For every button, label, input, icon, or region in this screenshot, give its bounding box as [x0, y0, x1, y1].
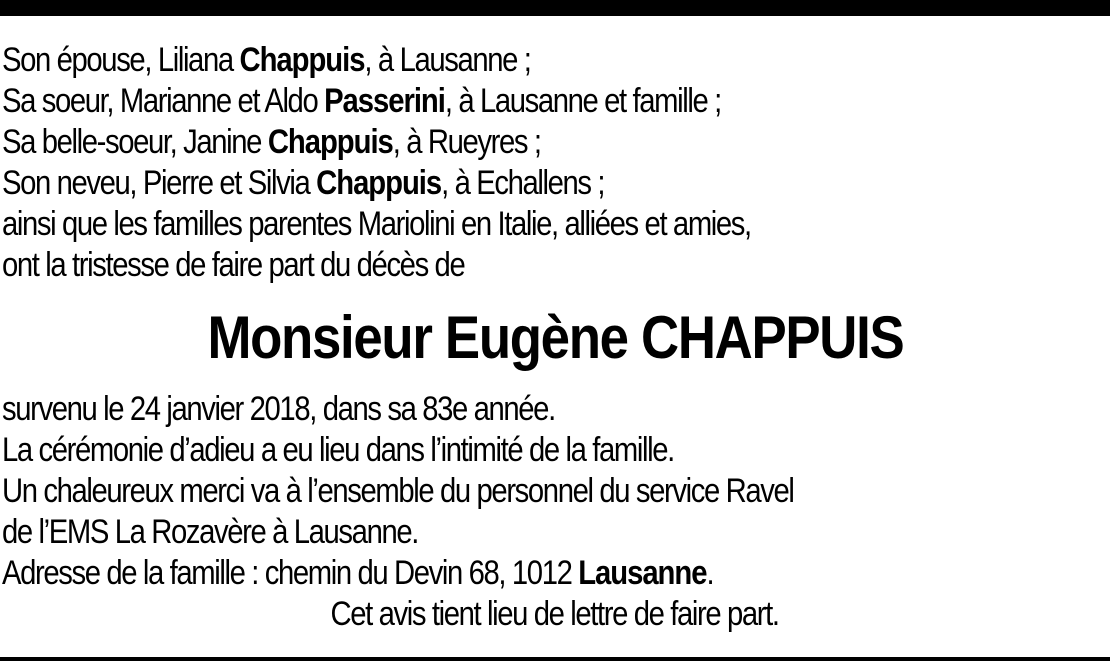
- line-text: Son épouse, Liliana: [2, 41, 240, 79]
- line-text: Sa belle-soeur, Janine: [2, 123, 268, 161]
- line-text: , à Rueyres ;: [392, 123, 541, 161]
- line-text: , à Lausanne et famille ;: [444, 82, 721, 120]
- detail-line: [2, 512, 948, 553]
- line-text: ont la tristesse de faire part du décès de: [2, 246, 465, 284]
- announcement-details: [2, 389, 1102, 594]
- surname: Passerini: [324, 82, 445, 120]
- detail-line: [2, 389, 948, 430]
- line-text: La cérémonie d’adieu a eu lieu dans l’intimité de la famille.: [2, 431, 674, 469]
- surname: Chappuis: [239, 41, 365, 79]
- top-border-rule: [0, 0, 1110, 16]
- closing-note-text: Cet avis tient lieu de lettre de faire part.: [330, 595, 780, 633]
- family-line: [2, 163, 948, 204]
- family-line: [2, 245, 948, 286]
- surname: Chappuis: [316, 164, 442, 202]
- line-text: .: [706, 554, 714, 592]
- line-text: Adresse de la famille : chemin du Devin 68, 1012: [2, 554, 579, 592]
- closing-note: [0, 594, 1110, 635]
- line-text: ainsi que les familles parentes Mariolini en Italie, alliées et amies,: [2, 205, 751, 243]
- line-text: Sa soeur, Marianne et Aldo: [2, 82, 325, 120]
- family-line: [2, 40, 948, 81]
- surname: Chappuis: [267, 123, 393, 161]
- detail-line: [2, 471, 948, 512]
- line-text: Un chaleureux merci va à l’ensemble du personnel du service Ravel: [2, 472, 794, 510]
- line-text: de l’EMS La Rozavère à Lausanne.: [2, 513, 418, 551]
- line-text: , à Lausanne ;: [364, 41, 531, 79]
- city-name: Lausanne: [578, 554, 707, 592]
- family-line: [2, 122, 948, 163]
- family-announcement: [2, 40, 1102, 286]
- line-text: survenu le 24 janvier 2018, dans sa 83e année.: [2, 390, 555, 428]
- detail-line: [2, 430, 948, 471]
- family-address-line: [2, 553, 948, 594]
- bottom-border-rule: [0, 657, 1110, 661]
- family-line: [2, 204, 948, 245]
- family-line: [2, 81, 948, 122]
- line-text: Son neveu, Pierre et Silvia: [2, 164, 317, 202]
- line-text: , à Echallens ;: [441, 164, 605, 202]
- deceased-name-text: Monsieur Eugène CHAPPUIS: [207, 304, 903, 371]
- deceased-name: [0, 300, 1110, 376]
